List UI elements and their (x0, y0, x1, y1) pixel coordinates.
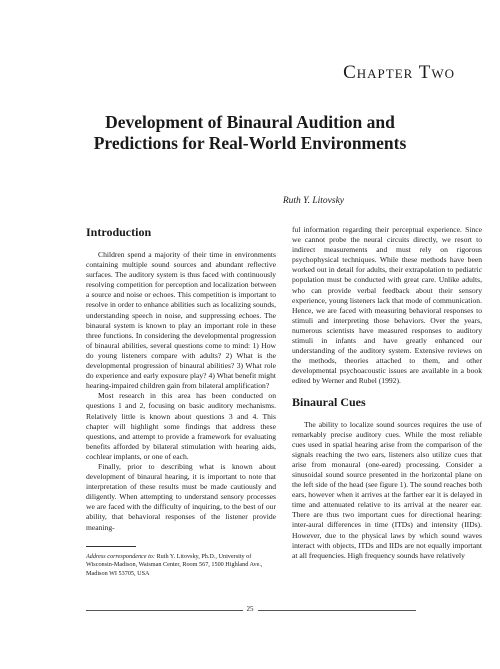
page-number: 25 (243, 605, 258, 613)
page-number-wrap (0, 605, 500, 613)
body-paragraph: The ability to localize sound sources requires the use of remarkably precise auditory cues. While the most reliable cues used in spatial hearing arise from the comparison of the signals reaching the two ears, listeners also utilize cues that arise from monaural (one-eared) processing. Consider a sinusoidal sound source presented in the horizontal plane on the left side of the head (see figure 1). The sound reaches both ears, however when it arrives at the farther ear it is delayed in time and attenuated relative to its arrival at the nearer ear. There are thus two important cues for directional hearing: inter-aural differences in time (ITDs) and intensity (IIDs). However, due to the physical laws by which sound waves interact with objects, ITDs and IIDs are not equally important at all frequencies. High frequency sounds have relatively (292, 419, 482, 560)
author-name: Ruth Y. Litovsky (282, 196, 344, 206)
footnote-text: Ruth Y. Litovsky, Ph.D., University of Wisconsin-Madison, Waisman Center, Room 567, 1500 Highland Ave., Madison WI 53705, USA (86, 553, 263, 577)
body-paragraph: Finally, prior to describing what is known about development of binaural hearing, it is important to note that interpretation of these results must be made cautiously and diligently. When attempting to understand sensory processes we are faced with the difficulty of inquiring, to the best of our ability, that behavioral responses of the listener provide meaning- (86, 461, 276, 532)
left-column (86, 225, 276, 533)
chapter-label: Chapter Two (343, 62, 455, 83)
title-line-2: Predictions for Real-World Environments (93, 133, 407, 153)
title-line-1: Development of Binaural Audition and (105, 112, 395, 132)
right-column (292, 225, 482, 561)
footnote-lead: Address correspondence to: (86, 553, 155, 560)
section-heading-introduction: Introduction (86, 225, 152, 239)
footnote (86, 553, 276, 578)
section-heading-binaural-cues: Binaural Cues (292, 394, 366, 409)
chapter-title (40, 112, 460, 154)
body-paragraph: Most research in this area has been conducted on questions 1 and 2, focusing on basic auditory mechanisms. Relatively little is known about questions 3 and 4. This chapter will highlight some findings that address these questions, and attempt to provide a framework for evaluating benefits afforded by bilateral stimulation with hearing aids, cochlear implants, or one of each. (86, 391, 276, 461)
body-paragraph: Children spend a majority of their time in environments containing multiple sound sources and abundant reflective surfaces. The auditory system is thus faced with continuously resolving competition for perception and localization between a source and noise or echoes. This competition is important to resolve in order to enhance abilities such as localizing sounds, understanding speech in noise, and suppressing echoes. The binaural system is known to play an important role in these three functions. In considering the developmental progression of binaural abilities, several questions come to mind: 1) How do young listeners compare with adults? 2) What is the developmental progression of binaural abilities? 3) What role do experience and early exposure play? 4) What benefit might hearing-impaired children gain from bilateral amplification? (86, 250, 276, 391)
footnote-divider (86, 546, 136, 547)
body-paragraph-continued: ful information regarding their perceptual experience. Since we cannot probe the neural circuits directly, we resort to indirect measurements and must rely on rigorous psychophysical techniques. While these methods have been worked out in detail for adults, their extrapolation to pediatric population must be conducted with great care. Unlike adults, who can provide verbal feedback about their sensory experience, young listeners lack that mode of communication. Hence, we are faced with measuring behavioral responses to stimuli and interpreting those behaviors. Over the years, numerous scientists have measured responses to auditory stimuli in infants and have greatly enhanced our understanding of the auditory system. Extensive reviews on the methods, theories attached to them, and other developmental psychoacoustic issues are available in a book edited by Werner and Rubel (1992). (292, 225, 482, 386)
